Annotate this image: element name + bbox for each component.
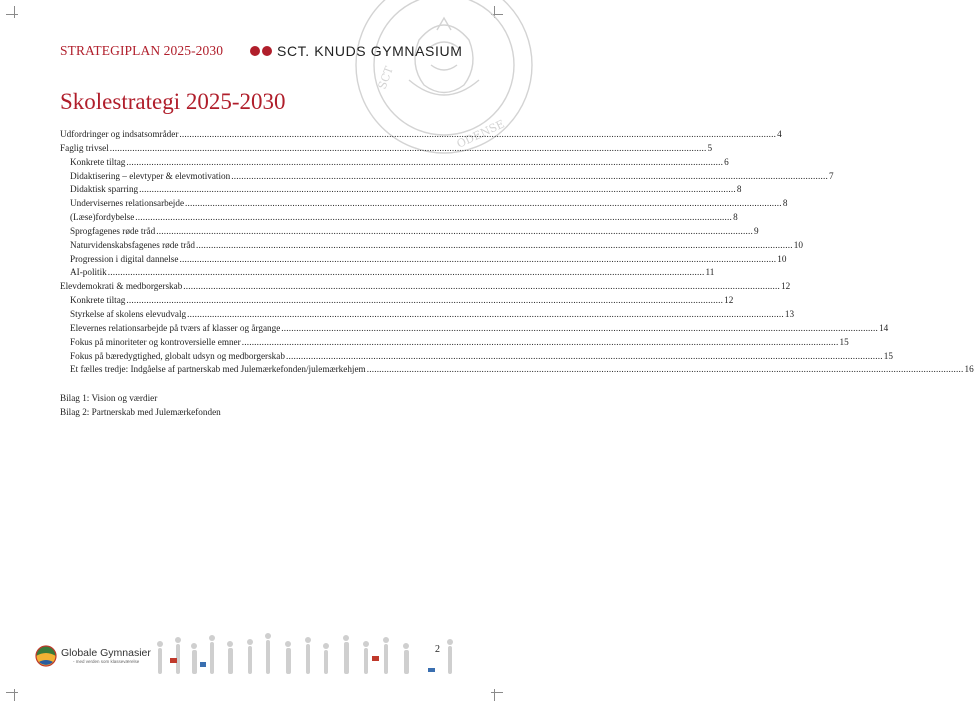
globe-logo-icon (35, 645, 57, 667)
toc-entry-title: Konkrete tiltag (70, 295, 126, 306)
toc-dot-leader (187, 308, 784, 322)
toc-entry-title: Faglig trivsel (60, 142, 109, 153)
toc-dot-leader (281, 322, 878, 336)
toc-entry[interactable] (60, 225, 759, 239)
logo-subtitle: - med verden som klasseværelse (73, 659, 140, 664)
toc-entry-title: Fokus på minoriteter og kontroversielle emner (70, 336, 241, 347)
toc-entry[interactable] (60, 363, 974, 377)
header-school-logo (250, 43, 462, 59)
toc-entry[interactable] (60, 336, 849, 350)
toc-entry-page: 15 (839, 336, 849, 347)
toc-entry[interactable] (60, 197, 788, 211)
toc-entry[interactable] (60, 294, 734, 308)
toc-dot-leader (126, 156, 723, 170)
toc-entry[interactable] (60, 183, 742, 197)
toc-entry-title: Undervisernes relationsarbejde (70, 198, 185, 209)
globale-gymnasier-logo (35, 645, 151, 667)
toc-entry-page: 9 (753, 225, 759, 236)
toc-entry-page: 6 (724, 156, 729, 167)
toc-entry-title: Naturvidenskabsfagenes røde tråd (70, 239, 196, 250)
people-silhouette-frieze (150, 630, 470, 680)
toc-dot-leader (196, 239, 793, 253)
toc-entry[interactable] (60, 266, 715, 280)
toc-dot-leader (179, 128, 776, 142)
toc-entry[interactable] (60, 253, 787, 267)
toc-entry-title: Styrkelse af skolens elevudvalg (70, 308, 187, 319)
logo-title: Globale Gymnasier (61, 647, 151, 659)
toc-entry-title: Et fælles tredje: Indgåelse af partnerskab med Julemærkefonden/julemærkehjem (70, 364, 366, 375)
toc-entry-title: Elevdemokrati & medborgerskab (60, 281, 183, 292)
toc-entry-page: 13 (784, 308, 795, 319)
toc-dot-leader (286, 350, 883, 364)
toc-dot-leader (242, 336, 839, 350)
toc-dot-leader (231, 170, 828, 184)
toc-entry[interactable] (60, 280, 791, 294)
toc-dot-leader (110, 142, 707, 156)
two-dots-icon (250, 46, 272, 56)
header-strategy-label: STRATEGIPLAN 2025-2030 (60, 43, 224, 58)
crop-mark-bottom-left (6, 687, 20, 701)
toc-entry-title: (Læse)fordybelse (70, 212, 135, 223)
toc-entry-title: Fokus på bæredygtighed, globalt udsyn og medborgerskab (70, 350, 285, 361)
toc-entry-title: AI-politik (70, 267, 107, 278)
toc-entry[interactable] (60, 128, 782, 142)
toc-dot-leader (185, 197, 782, 211)
toc-entry-page: 10 (777, 253, 787, 264)
toc-dot-leader (179, 253, 776, 267)
toc-dot-leader (108, 266, 705, 280)
toc-dot-leader (139, 183, 736, 197)
toc-entry-page: 8 (782, 198, 788, 209)
toc-entry-title: Konkrete tiltag (70, 156, 126, 167)
toc-entry-page: 10 (793, 239, 803, 250)
page-number: 2 (435, 644, 440, 655)
toc-entry[interactable] (60, 142, 713, 156)
toc-dot-leader (367, 363, 964, 377)
header-school-name: SCT. KNUDS GYMNASIUM (277, 43, 463, 59)
page-title: Skolestrategi 2025-2030 (60, 89, 286, 114)
toc-entry-page: 11 (705, 267, 715, 278)
toc-entry[interactable] (60, 170, 834, 184)
toc-dot-leader (156, 225, 753, 239)
appendix-item: Bilag 2: Partnerskab med Julemærkefonden (60, 407, 221, 417)
svg-text:ODENSE: ODENSE (454, 117, 507, 151)
toc-entry-page: 14 (879, 322, 889, 333)
toc-entry[interactable] (60, 308, 795, 322)
crop-mark-top-left (6, 6, 20, 20)
svg-text:SCT: SCT (375, 64, 396, 92)
toc-entry-page: 16 (964, 364, 974, 375)
toc-dot-leader (126, 294, 723, 308)
toc-entry-title: Didaktisering – elevtyper & elevmotivation (70, 170, 231, 181)
toc-entry-page: 15 (883, 350, 893, 361)
toc-entry-page: 5 (707, 142, 713, 153)
toc-entry-title: Didaktisk sparring (70, 184, 139, 195)
toc-entry[interactable] (60, 239, 803, 253)
toc-dot-leader (135, 211, 732, 225)
toc-entry[interactable] (60, 156, 729, 170)
toc-entry-page: 4 (777, 129, 782, 139)
appendix-item: Bilag 1: Vision og værdier (60, 393, 158, 403)
toc-entry-page: 8 (736, 184, 742, 195)
toc-entry-page: 12 (724, 295, 734, 306)
crop-mark-bottom-right (489, 687, 503, 701)
toc-dot-leader (183, 280, 780, 294)
appendix-list (60, 391, 221, 419)
toc-entry-title: Elevernes relationsarbejde på tværs af klasser og årgange (70, 322, 281, 333)
toc-entry-title: Sprogfagenes røde tråd (70, 225, 156, 236)
toc-entry-title: Udfordringer og indsatsområder (60, 129, 179, 139)
toc-entry-page: 7 (829, 170, 834, 181)
toc-entry[interactable] (60, 322, 889, 336)
toc-entry[interactable] (60, 350, 893, 364)
toc-entry-page: 8 (733, 212, 738, 223)
toc-entry[interactable] (60, 211, 738, 225)
toc-entry-page: 12 (781, 281, 791, 292)
toc-entry-title: Progression i digital dannelse (70, 253, 179, 264)
